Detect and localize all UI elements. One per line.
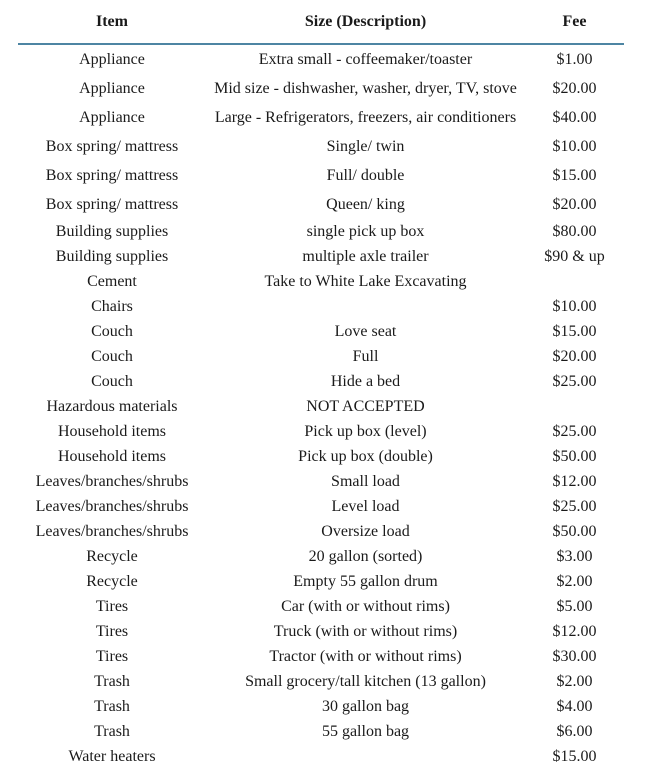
table-row	[18, 544, 624, 569]
fee-cell: $50.00	[552, 522, 597, 540]
fee-cell: $10.00	[552, 297, 597, 315]
table-row	[18, 294, 624, 319]
size-cell	[206, 744, 525, 769]
fee-cell: $25.00	[552, 422, 597, 440]
item-cell: Appliance	[79, 79, 145, 97]
item-cell: Recycle	[86, 547, 138, 565]
item-cell: Household items	[58, 422, 166, 440]
fee-cell: $10.00	[552, 137, 597, 155]
size-cell: Pick up box (level)	[304, 422, 427, 440]
table-row	[18, 269, 624, 294]
table-row	[18, 44, 624, 74]
table-row	[18, 744, 624, 769]
fee-cell: $50.00	[552, 447, 597, 465]
table-row	[18, 103, 624, 132]
size-cell	[206, 294, 525, 319]
fee-cell: $6.00	[556, 722, 593, 740]
size-cell: Tractor (with or without rims)	[269, 647, 462, 665]
size-cell: Full	[352, 347, 379, 365]
size-cell: Single/ twin	[326, 137, 405, 155]
table-row	[18, 244, 624, 269]
table-body	[18, 44, 624, 769]
size-cell: Mid size - dishwasher, washer, dryer, TV, stove	[214, 79, 517, 97]
table-row	[18, 74, 624, 103]
fee-cell: $15.00	[552, 166, 597, 184]
item-cell: Chairs	[91, 297, 133, 315]
table-row	[18, 369, 624, 394]
item-cell: Tires	[95, 597, 129, 615]
table-row	[18, 219, 624, 244]
fee-cell: $20.00	[552, 195, 597, 213]
column-header-fee: Fee	[525, 0, 624, 44]
fee-cell: $30.00	[552, 647, 597, 665]
item-cell: Water heaters	[68, 747, 156, 765]
fee-cell	[525, 269, 624, 294]
item-cell: Hazardous materials	[46, 397, 178, 415]
table-row	[18, 594, 624, 619]
size-cell: multiple axle trailer	[302, 247, 429, 265]
item-cell: Tires	[95, 647, 129, 665]
table-row	[18, 319, 624, 344]
item-cell: Trash	[94, 672, 130, 690]
fee-cell	[525, 394, 624, 419]
item-cell: Tires	[95, 622, 129, 640]
item-cell: Household items	[58, 447, 166, 465]
table-row	[18, 519, 624, 544]
item-cell: Box spring/ mattress	[45, 166, 179, 184]
item-cell: Couch	[91, 372, 133, 390]
size-cell: Take to White Lake Excavating	[264, 272, 467, 290]
size-cell: Car (with or without rims)	[281, 597, 450, 615]
table-row	[18, 494, 624, 519]
table-row	[18, 344, 624, 369]
fee-cell: $15.00	[552, 322, 597, 340]
item-cell: Appliance	[79, 108, 145, 126]
table-row	[18, 569, 624, 594]
fee-cell: $20.00	[552, 79, 597, 97]
fee-cell: $1.00	[556, 50, 593, 68]
size-cell: 55 gallon bag	[321, 722, 410, 740]
fee-cell: $3.00	[556, 547, 593, 565]
item-cell: Couch	[91, 347, 133, 365]
fee-cell: $90 & up	[544, 247, 605, 265]
size-cell: Hide a bed	[330, 372, 401, 390]
fee-cell: $4.00	[556, 697, 593, 715]
fee-cell: $2.00	[556, 572, 593, 590]
fee-cell: $15.00	[552, 747, 597, 765]
item-cell: Leaves/branches/shrubs	[35, 522, 189, 540]
size-cell: 30 gallon bag	[321, 697, 410, 715]
table-row	[18, 161, 624, 190]
size-cell: Queen/ king	[326, 195, 405, 213]
item-cell: Leaves/branches/shrubs	[35, 497, 189, 515]
item-cell: Leaves/branches/shrubs	[35, 472, 189, 490]
size-cell: single pick up box	[306, 222, 425, 240]
header-row	[18, 0, 624, 44]
item-cell: Building supplies	[55, 247, 169, 265]
size-cell: 20 gallon (sorted)	[308, 547, 423, 565]
size-cell: Large - Refrigerators, freezers, air conditioners	[214, 108, 517, 126]
column-header-item: Item	[18, 0, 206, 44]
size-cell: Small load	[331, 472, 400, 490]
size-cell: Full/ double	[326, 166, 405, 184]
column-header-size: Size (Description)	[206, 0, 525, 44]
size-cell: Pick up box (double)	[298, 447, 433, 465]
size-cell: Love seat	[334, 322, 397, 340]
table-row	[18, 419, 624, 444]
fee-cell: $25.00	[552, 497, 597, 515]
table-row	[18, 469, 624, 494]
item-cell: Box spring/ mattress	[45, 137, 179, 155]
item-cell: Appliance	[79, 50, 145, 68]
table-row	[18, 132, 624, 161]
table-row	[18, 719, 624, 744]
fee-cell: $80.00	[552, 222, 597, 240]
item-cell: Building supplies	[55, 222, 169, 240]
size-cell: Oversize load	[321, 522, 410, 540]
fee-cell: $25.00	[552, 372, 597, 390]
item-cell: Cement	[87, 272, 137, 290]
table-row	[18, 669, 624, 694]
table-row	[18, 619, 624, 644]
fee-cell: $40.00	[552, 108, 597, 126]
size-cell: NOT ACCEPTED	[306, 397, 425, 415]
table-row	[18, 190, 624, 219]
item-cell: Trash	[94, 697, 130, 715]
fee-table	[18, 0, 624, 769]
item-cell: Recycle	[86, 572, 138, 590]
size-cell: Extra small - coffeemaker/toaster	[258, 50, 473, 68]
item-cell: Couch	[91, 322, 133, 340]
item-cell: Box spring/ mattress	[45, 195, 179, 213]
table-row	[18, 444, 624, 469]
fee-cell: $2.00	[556, 672, 593, 690]
size-cell: Truck (with or without rims)	[273, 622, 458, 640]
size-cell: Empty 55 gallon drum	[293, 572, 438, 590]
fee-cell: $12.00	[552, 472, 597, 490]
fee-cell: $20.00	[552, 347, 597, 365]
size-cell: Level load	[331, 497, 400, 515]
item-cell: Trash	[94, 722, 130, 740]
fee-cell: $5.00	[556, 597, 593, 615]
table-row	[18, 644, 624, 669]
table-row	[18, 694, 624, 719]
size-cell: Small grocery/tall kitchen (13 gallon)	[245, 672, 486, 690]
table-row	[18, 394, 624, 419]
fee-cell: $12.00	[552, 622, 597, 640]
